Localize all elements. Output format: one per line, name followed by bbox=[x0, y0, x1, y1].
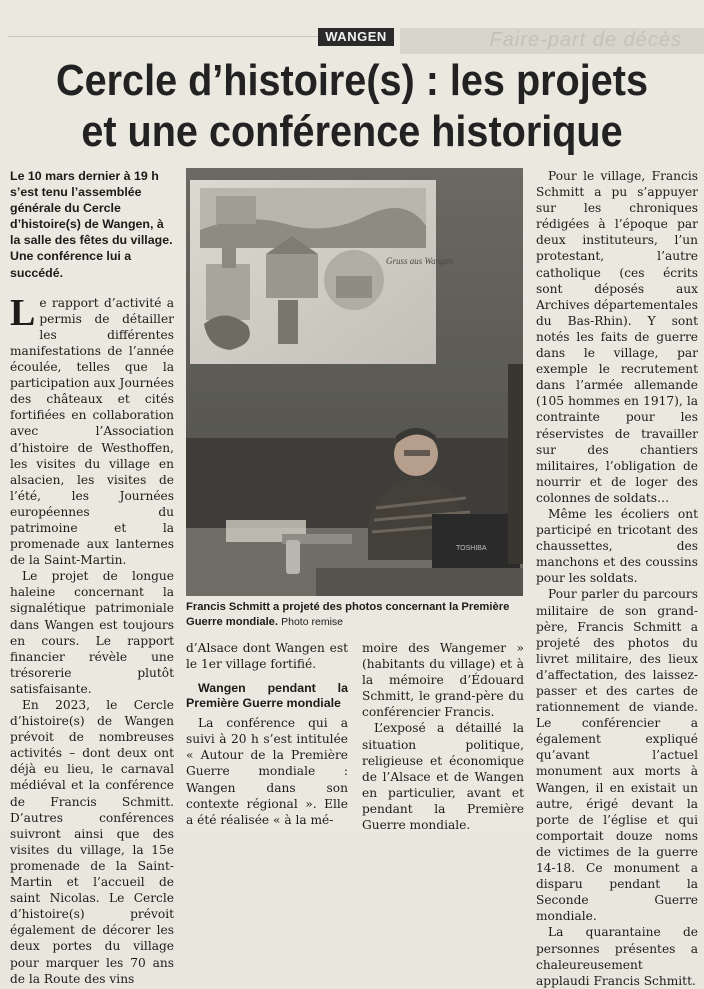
subheading: Wangen pendant la Première Guerre mondiale bbox=[186, 681, 348, 711]
headline: Cercle d’histoire(s) : les projets et une conférence historique bbox=[56, 56, 648, 156]
column-3 bbox=[362, 640, 524, 833]
photo-caption bbox=[186, 600, 526, 629]
caption-text: Francis Schmitt a projeté des photos concernant la Première Guerre mondiale. bbox=[186, 601, 510, 628]
postcard-text: Gruss aus Wangen bbox=[386, 256, 454, 266]
photo-illustration bbox=[186, 168, 523, 596]
section-rule bbox=[8, 36, 318, 37]
lead-paragraph: Le 10 mars dernier à 19 h s’est tenu l’assemblée générale du Cercle d’histoire(s) de Wangen, à la salle des fêtes du village. Une conférence lui a succédé. bbox=[10, 169, 173, 280]
body-paragraph: Pour parler du parcours militaire de son grand-père, Francis Schmitt a projeté des photos du livret militaire, des lieux d’affectation, des laissez-passer et des cartes de rationnement de viande. Le conférencier a également expliqué qu’avant l’actuel monument aux morts à Wangen, il en existait un autre, érigé devant la porte de l’église et qui comportait douze noms de victimes de la guerre 14-18. Ce monument a disparu pendant la Seconde Guerre mondiale. bbox=[536, 587, 698, 924]
body-paragraph: La conférence qui a suivi à 20 h s’est intitulée « Autour de la Première Guerre mondiale : Wangen dans son contexte régional ». Elle a été réalisée « à la mé- bbox=[186, 716, 348, 827]
drop-cap: L bbox=[10, 291, 36, 334]
laptop bbox=[432, 514, 520, 572]
body-paragraph: moire des Wangemer » (habitants du village) et à la mémoire d’Édouard Schmitt, le grand-père du conférencier Francis. bbox=[362, 641, 524, 720]
body-paragraph: Le projet de longue haleine concernant la signalétique patrimoniale dans Wangen est toujours en cours. Le rapport financier révèle une trésorerie plutôt satisfaisante. bbox=[10, 569, 174, 696]
column-1 bbox=[10, 168, 174, 987]
column-4 bbox=[536, 168, 698, 989]
column-2 bbox=[186, 640, 348, 828]
bleed-through-text: Faire-part de décès bbox=[489, 29, 682, 51]
body-paragraph: d’Alsace dont Wangen est le 1er village fortifié. bbox=[186, 641, 348, 672]
body-paragraph: Le rapport d’activité a permis de détailler les différentes manifestations de l’année écoulée, telles que la participation aux Journées des châteaux et cités fortifiées en collaboration avec l’Association d’histoire de Westhoffen, les visites du village en alsacien, les visites de l’été, les Journées européennes du patrimoine et la promenade aux lanternes de la Saint-Martin. bbox=[10, 291, 174, 568]
body-paragraph: En 2023, le Cercle d’histoire(s) de Wangen prévoit de nombreuses activités – dont deux ont déjà eu lieu, le carnaval médiéval et la conférence de Francis Schmitt. D’autres conférences suivront ainsi que des visites du village, la 15e promenade de la Saint-Martin et l’accueil de saint Nicolas. Le Cercle d’histoire(s) prévoit également de décorer les deux portes du village pour marquer les 70 ans de la Route des vins bbox=[10, 698, 174, 986]
bleed-through-strip bbox=[400, 28, 704, 54]
article-photo bbox=[186, 168, 523, 596]
photo-credit: Photo remise bbox=[281, 615, 343, 628]
section-tag: WANGEN bbox=[318, 28, 394, 46]
body-paragraph: La quarantaine de personnes présentes a chaleureusement applaudi Francis Schmitt. bbox=[536, 925, 698, 988]
body-paragraph: L’exposé a détaillé la situation politique, religieuse et économique de l’Alsace et de Wangen en particulier, avant et pendant la Première Guerre mondiale. bbox=[362, 721, 524, 833]
body-paragraph: Même les écoliers ont participé en tricotant des chaussettes, des manchons et des coussins pour les soldats. bbox=[536, 506, 698, 586]
body-paragraph: Pour le village, Francis Schmitt a pu s’appuyer sur les chroniques rédigées à l’époque par deux instituteurs, l’un protestant, l’autre catholique (ces écrits sont déposés aux Archives départementales du Bas-Rhin). Y sont notés les faits de guerre dans le village, par exemple le recrutement dans l’armée allemande (105 hommes en 1917), la contrainte pour les réservistes de travailler sur des chantiers militaires, l’obligation de nourrir et de loger des colonnes de soldats… bbox=[536, 169, 698, 505]
laptop-brand: TOSHIBA bbox=[456, 545, 487, 552]
thermos bbox=[286, 540, 300, 574]
